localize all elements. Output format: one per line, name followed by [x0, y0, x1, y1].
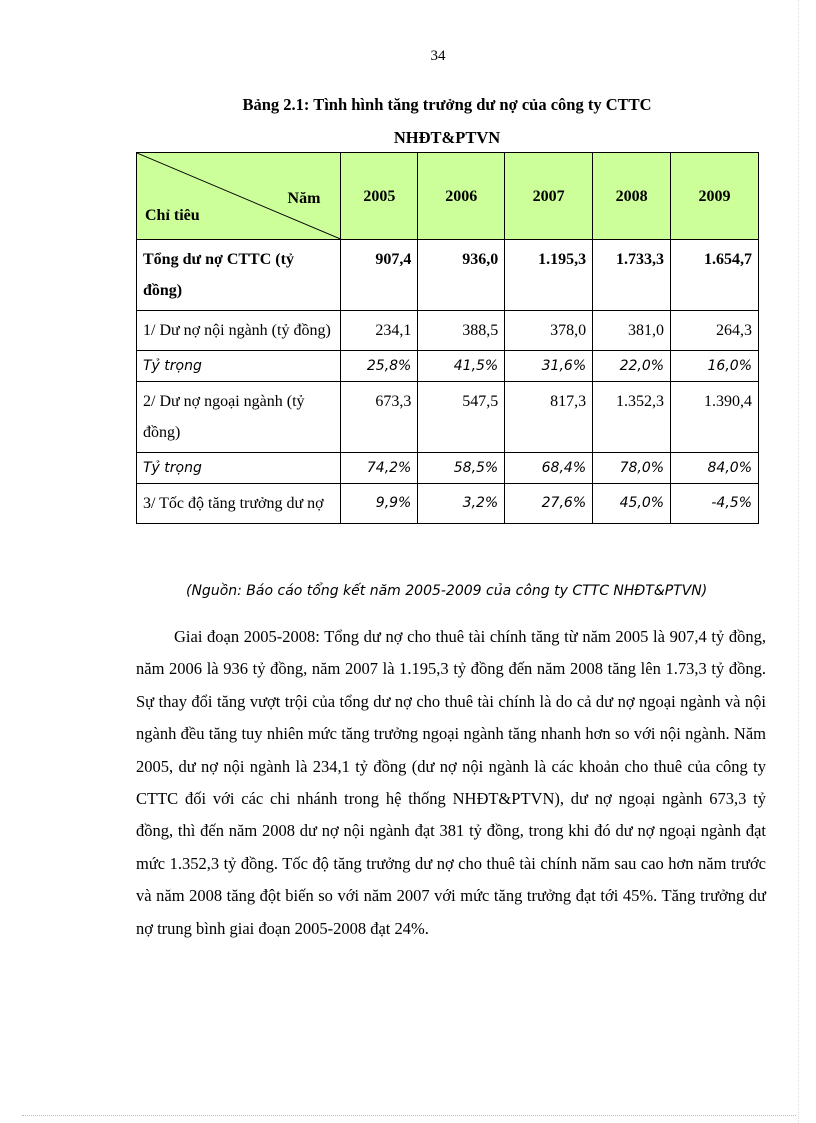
- table-cell: 84,0%: [671, 453, 759, 484]
- table-row: [137, 351, 759, 382]
- table-cell: 936,0: [418, 240, 505, 311]
- table-cell: 381,0: [593, 311, 671, 351]
- table-cell: 1.654,7: [671, 240, 759, 311]
- table-cell: 58,5%: [418, 453, 505, 484]
- indicator-header-label: Chỉ tiêu: [145, 207, 200, 224]
- table-cell: 234,1: [341, 311, 418, 351]
- table-cell: 388,5: [418, 311, 505, 351]
- table-cell: 1.352,3: [593, 382, 671, 453]
- table-cell: 41,5%: [418, 351, 505, 382]
- table-header-row: [137, 153, 759, 240]
- year-header: 2008: [593, 153, 671, 240]
- page-number: 34: [430, 48, 446, 64]
- table-row: [137, 240, 759, 311]
- table-cell: 3,2%: [418, 484, 505, 524]
- table-cell: 45,0%: [593, 484, 671, 524]
- caption-line-1: Bảng 2.1: Tình hình tăng trưởng dư nợ của công ty CTTC: [242, 95, 652, 114]
- table-cell: 31,6%: [505, 351, 593, 382]
- table-cell: 673,3: [341, 382, 418, 453]
- table-cell: 78,0%: [593, 453, 671, 484]
- table-caption: [136, 88, 758, 154]
- table-cell: 547,5: [418, 382, 505, 453]
- year-header: 2007: [505, 153, 593, 240]
- table-cell: 378,0: [505, 311, 593, 351]
- table-cell: 1.390,4: [671, 382, 759, 453]
- table-cell: -4,5%: [671, 484, 759, 524]
- table-row: [137, 453, 759, 484]
- page-right-rule: [798, 0, 799, 1123]
- table-cell: 1.733,3: [593, 240, 671, 311]
- row-label: 1/ Dư nợ nội ngành (tỷ đồng): [137, 311, 341, 351]
- row-label: 3/ Tốc độ tăng trưởng dư nợ: [137, 484, 341, 524]
- table-cell: 264,3: [671, 311, 759, 351]
- loan-growth-table: [136, 152, 759, 524]
- year-header: 2005: [341, 153, 418, 240]
- year-header-label: Năm: [287, 190, 321, 207]
- row-label: Tỷ trọng: [137, 351, 341, 382]
- table-cell: 16,0%: [671, 351, 759, 382]
- corner-cell: [137, 153, 341, 240]
- table-row: [137, 382, 759, 453]
- table-source-note: (Nguồn: Báo cáo tổng kết năm 2005-2009 của công ty CTTC NHĐT&PTVN): [186, 583, 708, 599]
- page-bottom-rule: [22, 1115, 796, 1116]
- table-cell: 817,3: [505, 382, 593, 453]
- table-cell: 27,6%: [505, 484, 593, 524]
- table-row: [137, 311, 759, 351]
- table-cell: 74,2%: [341, 453, 418, 484]
- row-label: 2/ Dư nợ ngoại ngành (tỷ đồng): [137, 382, 341, 453]
- row-label: Tổng dư nợ CTTC (tỷ đồng): [137, 240, 341, 311]
- year-header: 2009: [671, 153, 759, 240]
- table-cell: 22,0%: [593, 351, 671, 382]
- body-paragraph: Giai đoạn 2005-2008: Tổng dư nợ cho thuê tài chính tăng từ năm 2005 là 907,4 tỷ đồng, năm 2006 là 936 tỷ đồng, năm 2007 là 1.195,3 tỷ đồng đến năm 2008 tăng lên 1.73,3 tỷ đồng. Sự thay đổi tăng vượt trội của tổng dư nợ cho thuê tài chính là do cả dư nợ ngoại ngành và nội ngành đều tăng tuy nhiên mức tăng trưởng ngoại ngành tăng nhanh hơn so với nội ngành. Năm 2005, dư nợ nội ngành là 234,1 tỷ đồng (dư nợ nội ngành là các khoản cho thuê của công ty CTTC đối với các chi nhánh trong hệ thống NHĐT&PTVN), dư nợ ngoại ngành 673,3 tỷ đồng, thì đến năm 2008 dư nợ nội ngành đạt 381 tỷ đồng, trong khi đó dư nợ ngoại ngành đạt mức 1.352,3 tỷ đồng. Tốc độ tăng trưởng dư nợ cho thuê tài chính năm sau cao hơn năm trước và năm 2008 tăng đột biến so với năm 2007 với mức tăng trưởng đạt tới 45%. Tăng trưởng dư nợ trung bình giai đoạn 2005-2008 đạt 24%.: [136, 627, 766, 938]
- table-cell: 25,8%: [341, 351, 418, 382]
- row-label: Tỷ trọng: [137, 453, 341, 484]
- table-cell: 9,9%: [341, 484, 418, 524]
- year-header: 2006: [418, 153, 505, 240]
- table-row: [137, 484, 759, 524]
- caption-line-2: NHĐT&PTVN: [393, 128, 501, 147]
- table-cell: 907,4: [341, 240, 418, 311]
- table-cell: 68,4%: [505, 453, 593, 484]
- table-cell: 1.195,3: [505, 240, 593, 311]
